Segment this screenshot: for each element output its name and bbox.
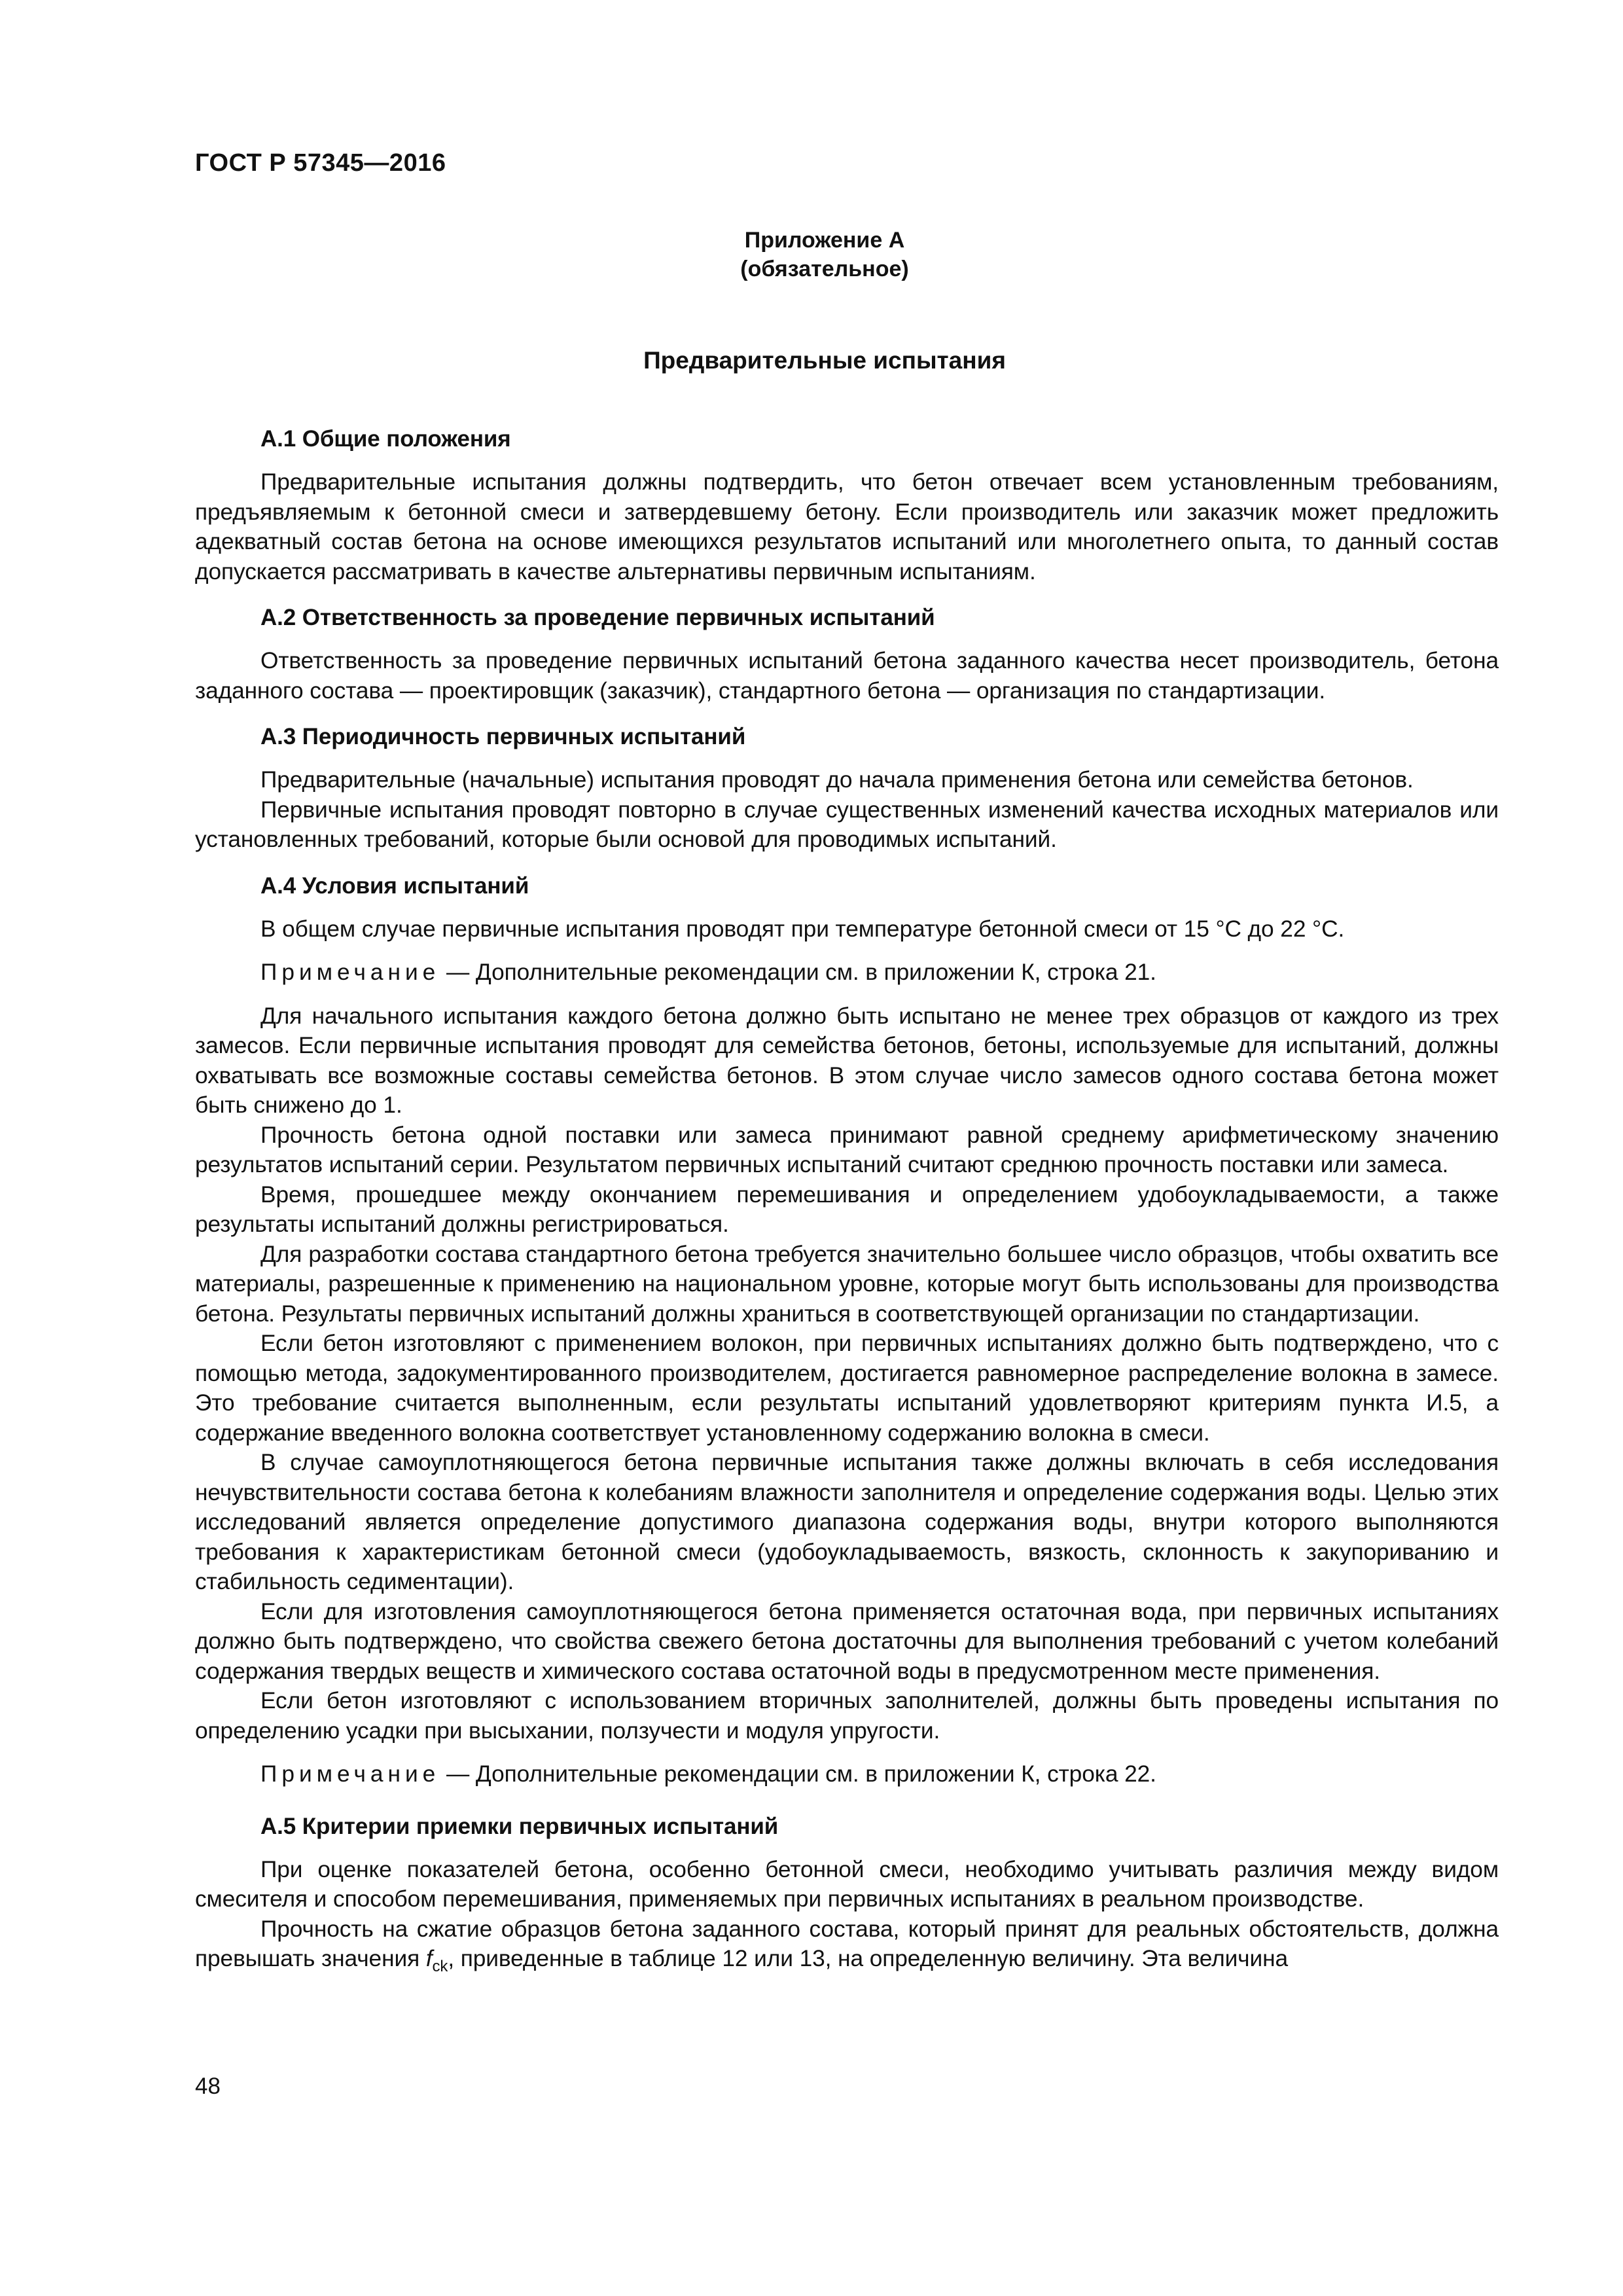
paragraph: Ответственность за проведение первичных испытаний бетона заданного качества несет производитель, бетона заданного состава — проектировщик (заказчик), стандартного бетона — организация по стандартизации. [195, 648, 1499, 704]
paragraph: Для начального испытания каждого бетона должно быть испытано не менее трех образцов от каждого из трех замесов. Если первичные испытания проводят для семейства бетонов, бетоны, используемые для испытаний, должны охватывать все возможные составы семейства бетонов. В этом случае число замесов одного состава бетона может быть снижено до 1. [195, 1003, 1499, 1118]
paragraph: Предварительные (начальные) испытания проводят до начала применения бетона или семейства бетонов. [260, 767, 1414, 793]
section-heading-a2: А.2 Ответственность за проведение первичных испытаний [260, 605, 935, 630]
paragraph [195, 1914, 1499, 1974]
paragraph: В общем случае первичные испытания проводят при температуре бетонной смеси от 15 °С до 22 °С. [260, 916, 1345, 942]
document-standard-id: ГОСТ Р 57345—2016 [195, 149, 446, 177]
note-text: — Дополнительные рекомендации см. в приложении К, строка 21. [440, 960, 1156, 985]
paragraph: При оценке показателей бетона, особенно бетонной смеси, необходимо учитывать различия между видом смесителя и способом перемешивания, применяемых при первичных испытаниях в реальном производстве. [195, 1856, 1499, 1912]
annex-status: (обязательное) [740, 257, 909, 281]
page-number: 48 [195, 2073, 221, 2099]
annex-number: Приложение А [744, 228, 905, 253]
document-body [195, 424, 1499, 1974]
section-heading-a1: А.1 Общие положения [260, 426, 511, 452]
paragraph: Для разработки состава стандартного бетона требуется значительно большее число образцов, чтобы охватить все материалы, разрешенные к применению на национальном уровне, которые могут быть использованы для производства бетона. Результаты первичных испытаний должны храниться в соответствующей организации по стандартизации. [195, 1241, 1499, 1327]
section-heading-a3: А.3 Периодичность первичных испытаний [260, 724, 746, 749]
paragraph: Предварительные испытания должны подтвердить, что бетон отвечает всем установленным требованиям, предъявляемым к бетонной смеси и затвердевшему бетону. Если производитель или заказчик может предложить адекватный состав бетона на основе имеющихся результатов испытаний или многолетнего опыта, то данный состав допускается рассматривать в качестве альтернативы первичным испытаниям. [195, 469, 1499, 584]
section-heading-a5: А.5 Критерии приемки первичных испытаний [260, 1813, 779, 1839]
annex-label [195, 226, 1454, 283]
paragraph-text: Прочность на сжатие образцов бетона заданного состава, который принят для реальных обстоятельств, должна превышать значения [195, 1916, 1499, 1971]
paragraph: Прочность бетона одной поставки или замеса принимают равной среднему арифметическому значению результатов испытаний серии. Результатом первичных испытаний считают среднюю прочность поставки или замеса. [195, 1122, 1499, 1177]
paragraph: Если бетон изготовляют с использованием вторичных заполнителей, должны быть проведены испытания по определению усадки при высыхании, ползучести и модуля упругости. [195, 1688, 1499, 1744]
formula-symbol: f [425, 1946, 433, 1971]
paragraph: В случае самоуплотняющегося бетона первичные испытания также должны включать в себя исследования нечувствительности состава бетона к колебаниям влажности заполнителя и определение содержания воды. Целью этих исследований является определение допустимого диапазона содержания воды, внутри которого выполняются требования к характеристикам бетонной смеси (удобоукладываемость, вязкость, склонность к закупориванию и стабильность седиментации). [195, 1450, 1499, 1594]
paragraph: Первичные испытания проводят повторно в случае существенных изменений качества исходных материалов или установленных требований, которые были основой для проводимых испытаний. [195, 797, 1499, 852]
formula-subscript: ck [432, 1958, 448, 1975]
note-label: Примечание [260, 1761, 440, 1787]
paragraph-text: , приведенные в таблице 12 или 13, на определенную величину. Эта величина [448, 1946, 1289, 1971]
note [195, 1759, 1499, 1789]
paragraph: Если бетон изготовляют с применением волокон, при первичных испытаниях должно быть подтверждено, что с помощью метода, задокументированного производителем, достигается равномерное распределение волокна в замесе. Это требование считается выполненным, если результаты испытаний удовлетворяют критериям пункта И.5, а содержание введенного волокна соответствует установленному содержанию волокна в смеси. [195, 1331, 1499, 1446]
note [195, 958, 1499, 988]
paragraph: Время, прошедшее между окончанием перемешивания и определением удобоукладываемости, а также результаты испытаний должны регистрироваться. [195, 1181, 1499, 1237]
paragraph: Если для изготовления самоуплотняющегося бетона применяется остаточная вода, при первичных испытаниях должно быть подтверждено, что свойства свежего бетона достаточны для выполнения требований с учетом колебаний содержания твердых веществ и химического состава остаточной воды в предусмотренном месте применения. [195, 1598, 1499, 1684]
note-text: — Дополнительные рекомендации см. в приложении К, строка 22. [440, 1761, 1156, 1787]
section-heading-a4: А.4 Условия испытаний [260, 872, 529, 899]
annex-title: Предварительные испытания [643, 347, 1006, 374]
note-label: Примечание [260, 960, 440, 985]
